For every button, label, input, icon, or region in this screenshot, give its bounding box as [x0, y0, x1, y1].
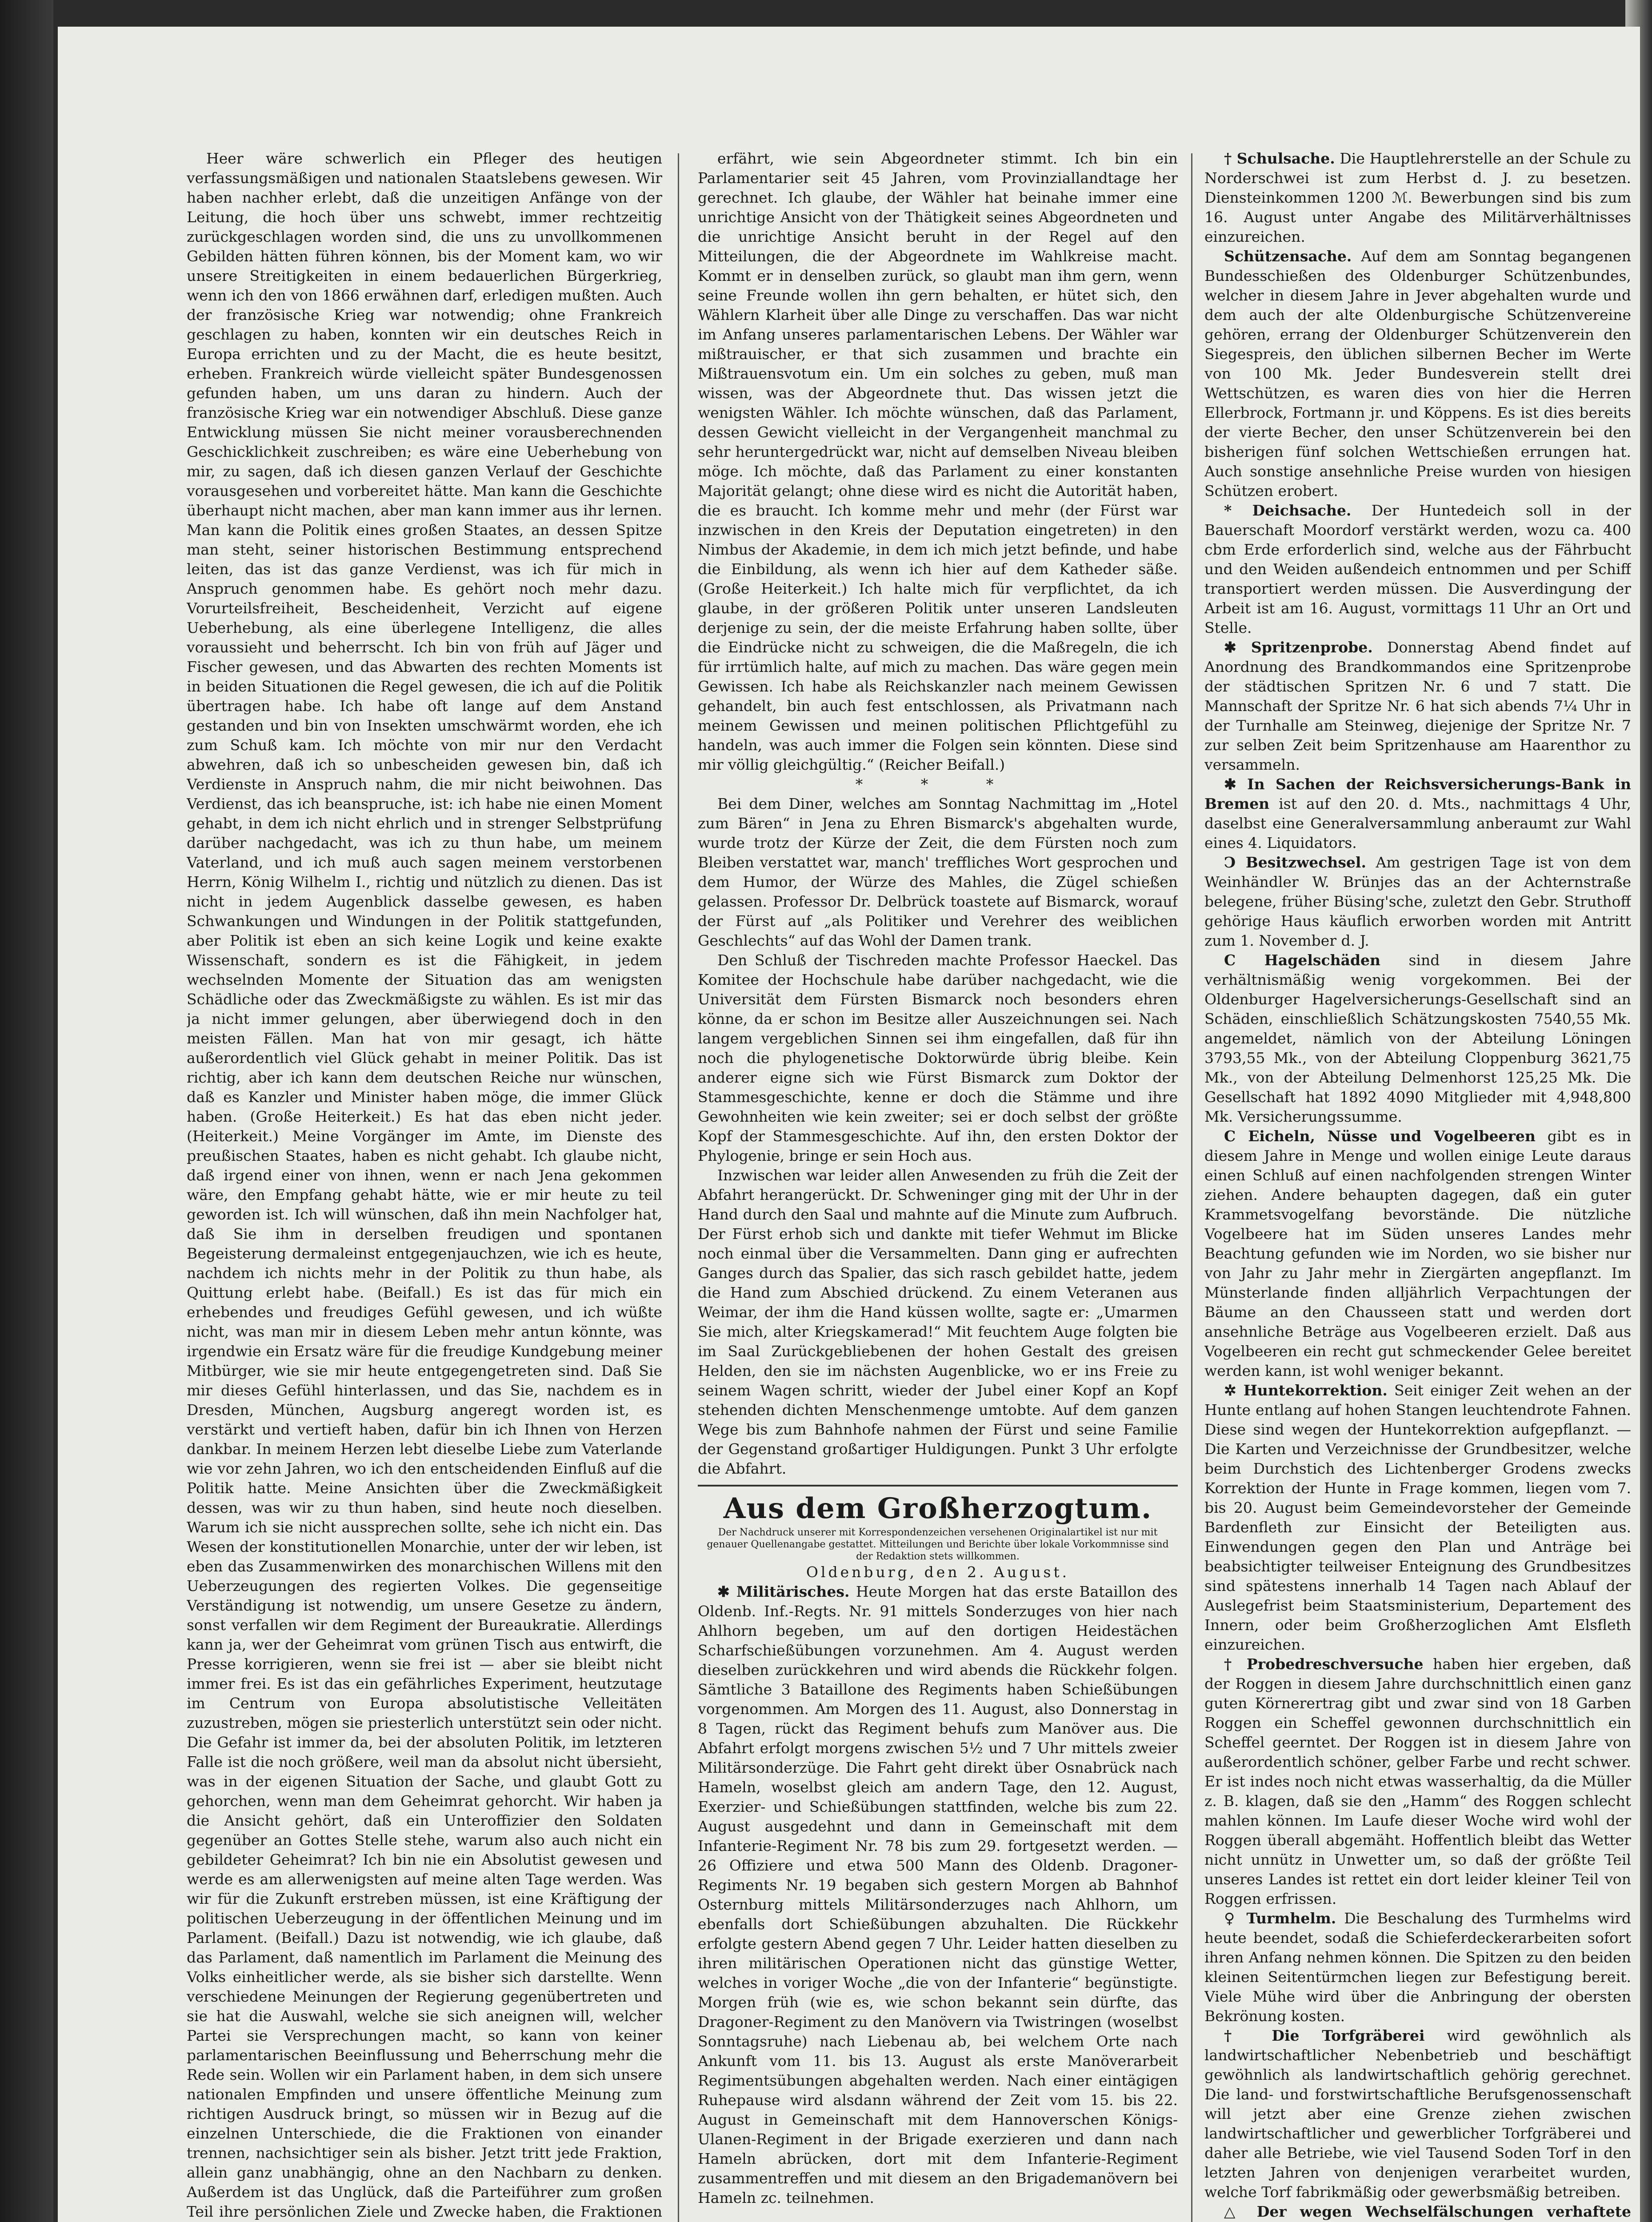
- news-item-head: ✱ Spritzenprobe.: [1224, 639, 1373, 656]
- news-item-text: Die Hauptlehrerstelle an der Schule zu Norderschwei ist zum Herbst d. J. zu besetzen. Diensteinkommen 1200 ℳ. Bewerbungen sind bis zum 16. August unter Angabe des Militärverhältnisses einzureichen.: [1204, 150, 1631, 245]
- news-item-text: sind in diesem Jahre verhältnismäßig wenig vorgekommen. Bei der Oldenburger Hagelversicherungs-Gesellschaft sind an Schäden, einschließlich Schätzungskosten 7540,55 Mk. angemeldet, nämlich von der Abteilung Löningen 3793,55 Mk., von der Abteilung Cloppenburg 3621,75 Mk., von der Abteilung Delmenhorst 125,25 Mk. Die Gesellschaft hat 1892 4090 Mitglieder mit 4,948,800 Mk. Versicherungssumme.: [1204, 951, 1631, 1125]
- article-paragraph: Den Schluß der Tischreden machte Professor Haeckel. Das Komitee der Hochschule habe darüber nachgedacht, wie die Universität dem Fürsten Bismarck noch besonders ehren könne, da er schon im Besitze aller Auszeichnungen sei. Nach langem vergeblichen Sinnen sei ihm eingefallen, daß für ihn noch die phylogenetische Doktorwürde übrig bleibe. Kein anderer eigne sich wie Fürst Bismarck zum Doktor der Stammesgeschichte, kenne er doch die Stämme und ihre Gewohnheiten wie kein zweiter; sei er doch selbst der größte Kopf der Stammesgeschichte. Auf ihn, den ersten Doktor der Phylogenie, bringe er sein Hoch aus.: [698, 951, 1178, 1164]
- news-item: [1204, 853, 1631, 951]
- news-item-head: ✱ In Sachen der Reichsversicherungs-Bank in Bremen: [1204, 775, 1631, 812]
- news-item-head: Ↄ Besitzwechsel.: [1224, 854, 1366, 871]
- news-item: [698, 1582, 1178, 2208]
- news-item-text: Auf dem am Sonntag begangenen Bundesschießen des Oldenburger Schützenbundes, welcher in diesem Jahre in Jever abgehalten wurde und dem auch der alte Oldenburgische Schützenvereine gehören, errang der Oldenburger Schützenverein den Siegespreis, den üblichen silbernen Becher im Werte von 100 Mk. Jeder Bundesverein stellt drei Wettschützen, es waren dies von hier die Herren Ellerbrock, Fortmann jr. und Köppens. Es ist dies bereits der vierte Becher, den unser Schützenverein bei den bisherigen fünf solchen Wettschießen errungen hat. Auch sonstige ansehnliche Preise wurden von hiesigen Schützen erobert.: [1204, 248, 1631, 500]
- news-item-head: Ⅽ Eicheln, Nüsse und Vogelbeeren: [1224, 1127, 1536, 1145]
- news-item-head: Ⅽ Hagelschäden: [1224, 951, 1381, 969]
- news-item: [1204, 247, 1631, 501]
- column-middle: [698, 149, 1178, 2222]
- news-item: [1204, 501, 1631, 638]
- news-item-head: † Schulsache.: [1224, 150, 1335, 167]
- news-item: [1204, 1655, 1631, 1909]
- section-title: Aus dem Großherzogtum.: [723, 1492, 1152, 1525]
- dateline: Oldenburg, den 2. August.: [806, 1563, 1070, 1581]
- column-right: [1204, 149, 1631, 2222]
- article-paragraph: Heer wäre schwerlich ein Pfleger des heutigen verfassungsmäßigen und nationalen Staatslebens gewesen. Wir haben nachher erlebt, daß die unzeitigen Anfänge von der Leitung, die hoch über uns schwebt, immer rechtzeitig zurückgeschlagen worden sind, die uns zu unvollkommenen Gebilden hätten führen können, bis der Moment kam, wo wir unsere Streitigkeiten in einem bedauerlichen Bürgerkrieg, wenn ich den von 1866 erwähnen darf, erledigen mußten. Auch der französische Krieg war notwendig; ohne Frankreich geschlagen zu haben, konnten wir ein deutsches Reich in Europa errichten und zu der Macht, die es heute besitzt, erheben. Frankreich würde vielleicht später Bundesgenossen gefunden haben, um uns daran zu hindern. Auch der französische Krieg war ein notwendiger Abschluß. Diese ganze Entwicklung müssen Sie nicht meiner vorausberechnenden Geschicklichkeit zuschreiben; es wäre eine Ueberhebung von mir, zu sagen, daß ich diesen ganzen Verlauf der Geschichte vorausgesehen und vorbereitet hätte. Man kann die Geschichte überhaupt nicht machen, aber man kann immer aus ihr lernen. Man kann die Politik eines großen Staates, an dessen Spitze man steht, seiner historischen Bestimmung entsprechend leiten, das ist das ganze Verdienst, was ich für mich in Anspruch genommen habe. Es gehört noch mehr dazu. Vorurteilsfreiheit, Bescheidenheit, Verzicht auf eigene Ueberhebung, als eine überlegene Intelligenz, die alles voraussieht und beherrscht. Ich bin von früh auf Jäger und Fischer gewesen, und das Abwarten des rechten Moments ist in beiden Situationen die Regel gewesen, die ich auf die Politik übertragen habe. Ich habe oft lange auf dem Anstand gestanden und bin von Insekten umschwärmt worden, ehe ich zum Schuß kam. Ich möchte von mir nur den Verdacht abwehren, daß ich so unbescheiden gewesen bin, daß ich Verdienste in Anspruch nahm, die mir nicht beiwohnen. Das Verdienst, das ich beanspruche, ist: ich habe nie einen Moment gehabt, in dem ich nicht ehrlich und in strenger Selbstprüfung darüber nachgedacht, was ich zu thun habe, um meinem Vaterland, und ich muß auch sagen meinem verstorbenen Herrn, König Wilhelm I., richtig und nützlich zu dienen. Das ist nicht in jedem Augenblick dasselbe gewesen, es haben Schwankungen und Windungen in der Politik stattgefunden, aber Politik ist eben an sich keine Logik und keine exakte Wissenschaft, sondern es ist die Fähigkeit, in jedem wechselnden Momente der Situation das am wenigsten Schädliche oder das Zweckmäßigste zu wählen. Es ist mir das ja nicht immer gelungen, aber überwiegend doch in den meisten Fällen. Man hat von mir gesagt, ich hätte außerordentlich viel Glück gehabt in meiner Politik. Das ist richtig, aber ich kann dem deutschen Reiche nur wünschen, daß es Kanzler und Minister haben möge, die immer Glück haben. (Große Heiterkeit.) Es hat das eben nicht jeder. (Heiterkeit.) Meine Vorgänger im Amte, im Dienste des preußischen Staates, haben es nicht gehabt. Ich glaube nicht, daß irgend einer von ihnen, wenn er nach Jena gekommen wäre, den Empfang gehabt hätte, wie er mir heute zu teil geworden ist. Ich will wünschen, daß ihn mein Nachfolger hat, daß Sie ihm in derselben freudigen und spontanen Begeisterung dermaleinst entgegenjauchzen, wie ich es heute, nachdem ich nichts mehr in der Politik zu thun habe, als Quittung erlebt habe. (Beifall.) Es ist das für mich ein erhebendes und freudiges Gefühl gewesen, und ich wüßte nicht, was man mir in diesem Leben mehr antun könnte, was irgendwie ein Ersatz wäre für die freudige Kundgebung meiner Mitbürger, wie sie mir heute entgegengetreten sind. Daß Sie mir dieses Gefühl hinterlassen, und das Sie, nachdem es in Dresden, München, Augsburg angeregt worden ist, es verstärkt und vertieft haben, dafür bin ich Ihnen von Herzen dankbar. In meinem Herzen lebt dieselbe Liebe zum Vaterlande wie vor zehn Jahren, wo ich den entscheidenden Einfluß auf die Politik hatte. Meine Ansichten über die Zweckmäßigkeit dessen, was wir zu thun haben, sind heute noch dieselben. Warum ich sie nicht aussprechen sollte, sehe ich nicht ein. Das Wesen der konstitutionellen Monarchie, unter der wir leben, ist eben das Zusammenwirken des monarchischen Willens mit den Ueberzeugungen des regierten Volkes. Die gegenseitige Verständigung ist notwendig, um unsere Gesetze zu ändern, sonst verfallen wir dem Regiment der Bureaukratie. Allerdings kann ja, wer der Geheimrat vom grünen Tisch aus entwirft, die Presse korrigieren, wenn sie frei ist — aber sie bleibt nicht immer frei. Es ist das ein gefährliches Experiment, heutzutage im Centrum von Europa absolutistische Velleitäten zuzustreben, mögen sie priesterlich unterstützt sein oder nicht. Die Gefahr ist immer da, bei der absoluten Politik, im letzteren Falle ist die noch größere, weil man da absolut nicht übersieht, was in der eigenen Situation der Sache, und glaubt Gott zu gehorchen, wenn man dem Geheimrat gehorcht. Wir haben ja die Ansicht gehört, daß ein Unteroffizier den Soldaten gegenüber an Gottes Stelle stehe, warum also auch nicht ein gebildeter Geheimrat? Ich bin nie ein Absolutist gewesen und werde es am allerwenigsten auf meine alten Tage werden. Was wir für die Zukunft erstreben müssen, ist eine Kräftigung der politischen Ueberzeugung in der öffentlichen Meinung und im Parlament. (Beifall.) Dazu ist notwendig, wie ich glaube, daß das Parlament, daß namentlich im Parlament die Meinung des Volks einheitlicher werde, als sie bisher sich darstellte. Wenn verschiedene Meinungen der Regierung gegenübertreten und sie hat die Auswahl, welche sie sich aneignen will, welcher Partei sie Versprechungen macht, so kann von keiner parlamentarischen Beeinflussung und Beherrschung mehr die Rede sein. Wollen wir ein Parlament haben, in dem sich unsere nationalen Empfinden und unsere öffentliche Meinung zum richtigen Ausdruck bringt, so müssen wir in Bezug auf die einzelnen Unterschiede, die die Fraktionen von einander trennen, nachsichtiger sein als bisher. Jetzt tritt jede Fraktion, allein ganz unabhängig, ohne an den Nachbarn zu denken. Außerdem ist das Unglück, daß die Parteiführer zum großen Teil ihre persönlichen Ziele und Zwecke haben, die Fraktionen: [187, 150, 662, 2220]
- section-note: Der Nachdruck unserer mit Korrespondenzeichen versehenen Originalartikel ist nur mit genauer Quellenangabe gestattet. Mitteilungen und Berichte über lokale Vorkommnisse sind der Redaktion stets willkommen.: [707, 1527, 1169, 1562]
- news-item-head: ✱ Militärisches.: [717, 1583, 850, 1600]
- news-item-text: Seit einiger Zeit wehen an der Hunte entlang auf hohen Stangen leuchtendrote Fahnen. Diese sind wegen der Huntekorrektion aufgepflanzt. — Die Karten und Verzeichnisse der Grundbesitzer, welche beim Durchstich des Lichtenberger Grodens zwecks Korrektion der Hunte in Frage kommen, liegen vom 7. bis 20. August beim Gemeindevorsteher der Gemeinde Bardenfleth zur Einsicht der Beteiligten aus. Einwendungen gegen den Plan und Anträge bei beabsichtigter teilweiser Enteignung des Grundbesitzes sind spätestens innerhalb 14 Tagen nach Ablauf der Auslegefrist beim Staatsministerium, Departement des Innern, oder beim Großherzoglichen Amt Elsfleth einzureichen.: [1204, 1382, 1631, 1653]
- section-rule: [698, 1485, 1178, 1487]
- news-item: [1204, 1127, 1631, 1381]
- column-divider: [678, 153, 679, 2222]
- article-paragraph: erfährt, wie sein Abgeordneter stimmt. Ich bin ein Parlamentarier seit 45 Jahren, vom Provinziallandtage her gerechnet. Ich glaube, der Wähler hat beinahe immer eine unrichtige Ansicht von der Thätigkeit seines Abgeordneten und die unrichtige Ansicht beruht in der Regel auf den Mitteilungen, die der Abgeordnete im Wahlkreise macht. Kommt er in denselben zurück, so glaubt man ihm gern, wenn seine Freunde wollen ihn gern behalten, er hütet sich, den Wählern Klarheit über alle Dinge zu verschaffen. Das war nicht im Anfang unseres parlamentarischen Lebens. Der Wähler war mißtrauischer, er that sich zusammen und brachte ein Mißtrauensvotum ein. Um ein solches zu geben, muß man wissen, was der Abgeordnete thut. Das wissen jetzt die wenigsten Wähler. Ich möchte wünschen, daß das Parlament, dessen Gewicht vielleicht in der Vergangenheit manchmal zu sehr heruntergedrückt war, nicht auf demselben Niveau bleiben möge. Ich möchte, daß das Parlament zu einer konstanten Majorität gelangt; ohne diese wird es nicht die Autorität haben, die es braucht. Ich komme mehr und mehr (der Fürst war inzwischen in den Kreis der Deputation eingetreten) in den Nimbus der Akademie, in dem ich mich jetzt befinde, und habe die Einbildung, als wenn ich hier auf dem Katheder säße. (Große Heiterkeit.) Ich halte mich für verpflichtet, da ich glaube, in der größeren Politik unter unseren Landsleuten derjenige zu sein, der die meiste Erfahrung haben sollte, über die Eindrücke nicht zu schweigen, die die Maßregeln, die ich für irrtümlich halte, auf mich zu machen. Das wäre gegen mein Gewissen. Ich habe als Reichskanzler nach meinem Gewissen gehandelt, bin auch fest entschlossen, als Privatmann nach meinem Gewissen und meinen politischen Pflichtgefühl zu handeln, was auch immer die Folgen sein könnten. Diese sind mir völlig gleichgültig.“ (Reicher Beifall.): [698, 150, 1178, 773]
- news-item-text: gibt es in diesem Jahre in Menge und wollen einige Leute daraus einen Schluß auf einen nachfolgenden strengen Winter ziehen. Andere behaupten dagegen, daß ein guter Krammetsvogelfang bevorstände. Die nützliche Vogelbeere hat im Süden unseres Landes mehr Beachtung gefunden wie im Norden, wo sie bisher nur von Jahr zu Jahr mehr in Ziergärten angepflanzt. Im Münsterlande finden alljährlich Verpachtungen der Bäume an den Chausseen statt und werden dort ansehnliche Beträge aus Vogelbeeren erzielt. Daß aus Vogelbeeren ein recht gut schmeckender Gelee bereitet werden kann, ist wohl weniger bekannt.: [1204, 1127, 1631, 1379]
- news-item: [1204, 638, 1631, 775]
- news-item-head: † Die Torfgräberei: [1224, 2027, 1425, 2044]
- newspaper-page: [58, 27, 1640, 2222]
- news-item-head: Schützensache.: [1224, 248, 1352, 265]
- news-item-text: wird gewöhnlich als landwirtschaftlicher Nebenbetrieb und beschäftigt gewöhnlich als landwirtschaftlich gehörig gerechnet. Die land- und forstwirtschaftliche Berufsgenossenschaft will jetzt aber eine Grenze ziehen zwischen landwirtschaftlicher und gewerblicher Torfgräberei und daher alle Betriebe, wie viel Tausend Soden Torf in den letzten Jahren von denjenigen verarbeitet wurden, welche Torf fabrikmäßig oder gewerbsmäßig betreiben.: [1204, 2027, 1631, 2201]
- news-item-text: Heute Morgen hat das erste Bataillon des Oldenb. Inf.-Regts. Nr. 91 mittels Sonderzuges von hier nach Ahlhorn begeben, um auf den dortigen Heidestächen Scharfschießübungen vorzunehmen. Am 4. August werden dieselben zurückkehren und wird abends die Rückkehr folgen. Sämtliche 3 Bataillone des Regiments haben Schießübungen vorgenommen. Am Morgen des 11. August, also Donnerstag in 8 Tagen, rückt das Regiment behufs zum Manöver aus. Die Abfahrt erfolgt morgens zwischen 5½ und 7 Uhr mittels zweier Militärsonderzüge. Die Fahrt geht direkt über Osnabrück nach Hameln, woselbst gleich am andern Tage, den 12. August, Exerzier- und Schießübungen stattfinden, welche bis zum 22. August ausgedehnt und dann in Gemeinschaft mit dem Infanterie-Regiment Nr. 78 bis zum 29. fortgesetzt werden. — 26 Offiziere und etwa 500 Mann des Oldenb. Dragoner-Regiments Nr. 19 begaben sich gestern Morgen ab Bahnhof Osternburg mittels Militärsonderzuges nach Ahlhorn, um ebenfalls dort Schießübungen abzuhalten. Die Rückkehr erfolgte gestern Abend gegen 7 Uhr. Leider hatten dieselben zu ihren militärischen Operationen nicht das günstige Wetter, welches in voriger Woche „die von der Infanterie“ begünstigte. Morgen früh (wie es, wie schon bekannt sein dürfte, das Dragoner-Regiment zu den Manövern via Twistringen (woselbst Sonntagsruhe) nach Liebenau ab, bei welchem Orte nach Ankunft vom 11. bis 13. August als erste Manöverarbeit Regimentsübungen abgehalten werden. Nach einer eintägigen Ruhepause wird alsdann während der Zeit vom 15. bis 22. August in Gemeinschaft mit dem Hannoverschen Königs-Ulanen-Regiment in der Brigade exerzieren und dann nach Hameln abrücken, dort mit dem Infanterie-Regiment zusammentreffen und mit diesem an den Brigademanövern bei Hameln zc. teilnehmen.: [698, 1583, 1178, 2206]
- news-item: [1204, 2202, 1631, 2222]
- separator-stars: * * *: [855, 775, 1020, 793]
- column-divider: [1191, 153, 1192, 2222]
- news-item: [1204, 1909, 1631, 2026]
- news-item: [1204, 775, 1631, 853]
- news-item-text: Am gestrigen Tage ist von dem Weinhändler W. Brünjes das an der Achternstraße belegene, früher Büsing'sche, zuletzt den Gebr. Struthoff gehörige Haus käuflich erworben worden mit Antritt zum 1. November d. J.: [1204, 854, 1631, 949]
- news-item: [1204, 2026, 1631, 2202]
- news-item-head: ♀ Turmhelm.: [1224, 1910, 1336, 1927]
- news-item-text: haben hier ergeben, daß der Roggen in diesem Jahre durchschnittlich einen ganz guten Körnerertrag gibt und zwar sind von 18 Garben Roggen ein Scheffel gewonnen durchschnittlich ein Scheffel geerntet. Der Roggen ist in diesem Jahre von außerordentlich schöner, gelber Farbe und recht schwer. Er ist indes noch nicht etwas wasserhaltig, da die Müller z. B. klagen, daß sie den „Hamm“ des Roggen schlecht mahlen können. Im Laufe dieser Woche wird wohl der Roggen überall abgemäht. Hoffentlich bleibt das Wetter nicht unnütz in Unwetter um, so daß der größte Teil unseres Landes ist rettet ein dort leider kleiner Teil von Roggen erfrissen.: [1204, 1655, 1631, 1907]
- news-item-head: † Probedreschversuche: [1224, 1655, 1424, 1673]
- news-item: [1204, 1381, 1631, 1655]
- news-item-text: Die Beschalung des Turmhelms wird heute beendet, sodaß die Schieferdeckerarbeiten sofort ihren Anfang nehmen können. Die Spitzen zu den beiden kleinen Seitentürmchen liegen zur Befestigung bereit. Viele Mühe wird über die Anbringung der obersten Bekrönung kosten.: [1204, 1910, 1631, 2025]
- news-item-text: Der Huntedeich soll in der Bauerschaft Moordorf verstärkt werden, wozu ca. 400 cbm Erde erforderlich sind, welche aus der Fährbucht und den Weiden außendeich entnommen und per Schiff transportiert werden müssen. Die Ausverdingung der Arbeit ist am 16. August, vormittags 11 Uhr an Ort und Stelle.: [1204, 502, 1631, 636]
- news-item-text: Donnerstag Abend findet auf Anordnung des Brandkommandos eine Spritzenprobe der städtischen Spritzen Nr. 6 und 7 statt. Die Mannschaft der Spritze Nr. 6 hat sich abends 7¼ Uhr in der Turnhalle am Steinweg, diejenige der Spritze Nr. 7 zur selben Zeit beim Spritzenhause am Haarenthor zu versammeln.: [1204, 639, 1631, 773]
- scan-edge-left: [0, 0, 53, 2222]
- news-item-head: ✲ Huntekorrektion.: [1224, 1382, 1388, 1399]
- news-item: [1204, 951, 1631, 1127]
- article-paragraph: Bei dem Diner, welches am Sonntag Nachmittag im „Hotel zum Bären“ in Jena zu Ehren Bismarck's abgehalten wurde, wurde trotz der Kürze der Zeit, die dem Fürsten noch zum Bleiben verstattet war, manch' treffliches Wort gesprochen und dem Humor, der Würze des Mahles, die Zügel schießen gelassen. Professor Dr. Delbrück toastete auf Bismarck, worauf der Fürst auf „als Politiker und Verehrer des weiblichen Geschlechts“ auf das Wohl der Damen trank.: [698, 795, 1178, 949]
- column-left: [187, 149, 662, 2222]
- news-item: [1204, 149, 1631, 247]
- news-item-head: * Deichsache.: [1224, 502, 1352, 519]
- news-item-text: ist auf den 20. d. Mts., nachmittags 4 Uhr, daselbst eine Generalversammlung anberaumt zur Wahl eines 4. Liquidators.: [1204, 795, 1631, 851]
- news-item-head: △ Der wegen Wechselfälschungen verhaftete: [1224, 2203, 1631, 2220]
- article-paragraph: Inzwischen war leider allen Anwesenden zu früh die Zeit der Abfahrt herangerückt. Dr. Schweninger ging mit der Uhr in der Hand durch den Saal und mahnte auf die Minute zum Aufbruch. Der Fürst erhob sich und dankte mit tiefer Wehmut im Blicke noch einmal über die Versammelten. Dann ging er aufrechten Ganges durch das Spalier, das sich rasch gebildet hatte, jedem die Hand zum Abschied drückend. Zu einem Veteranen aus Weimar, der ihm die Hand küssen wollte, sagte er: „Umarmen Sie mich, alter Kriegskamerad!“ Mit feuchtem Auge folgten bie im Saal Zurückgebliebenen der hohen Gestalt des greisen Helden, den sie im nächsten Augenblicke, wo er ins Freie zu seinem Wagen schritt, wieder der Jubel einer Kopf an Kopf stehenden dichten Menschenmenge umtobte. Auf dem ganzen Wege bis zum Bahnhofe nahmen der Fürst und seine Familie der Gegenstand großartiger Huldigungen. Punkt 3 Uhr erfolgte die Abfahrt.: [698, 1167, 1178, 1477]
